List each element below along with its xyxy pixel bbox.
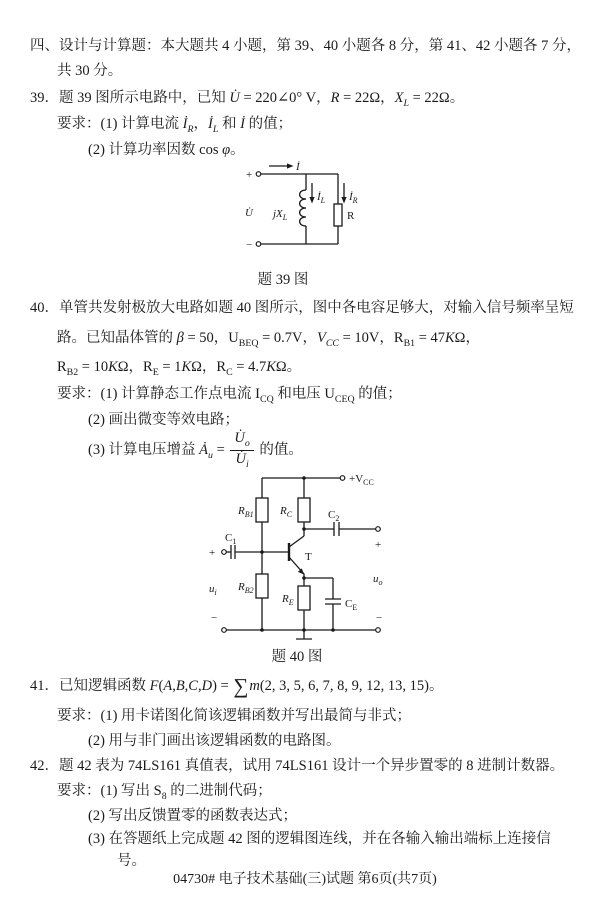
fraction-numerator: $U̇_o$ [230,431,253,451]
capacitor-CE [325,599,341,604]
transistor-label: T [305,551,312,563]
q41-req-2: (2) 用与非门画出该逻辑函数的电路图。 [88,733,341,749]
capacitor-C2 [334,522,339,536]
q40-req-2: (2) 画出微变等效电路； [88,412,240,428]
output-ground-terminal [376,628,381,633]
input-terminal [222,550,227,555]
current-ir-label: $İ_R$ [349,191,358,205]
sigma-symbol: ∑ [233,674,249,698]
plus-sign-label: + [246,169,253,181]
input-minus-label: − [211,612,218,624]
terminal-minus [256,242,261,247]
q42-req-2: (2) 写出反馈置零的函数表达式； [88,808,298,824]
resistor-RB1 [256,498,268,522]
q40-req-3-prefix: (3) 计算电压增益 $Ȧ_u$ = [88,442,229,461]
q41-stem [30,676,443,696]
re-label: $R_E$ [282,593,294,607]
q39-req-2: (2) 计算功率因数 cos φ。 [88,142,245,158]
capacitor-C1 [231,545,235,559]
q42-stem: 42．题 42 表为 74LS161 真值表，试用 74LS161 设计一个异步置零的 8 进制计数器。 [30,758,565,774]
q40-stem-line1: 40．单管共发射极放大电路如题 40 图所示，图中各电容足够大，对输入信号频率呈短 [30,300,574,316]
q42-req-3-line1: (3) 在答题纸上完成题 42 图的逻辑图连线，并在各输入输出端标上连接信 [88,831,551,847]
vcc-label: $+V_{CC}$ [349,473,374,487]
resistor-label: R [347,210,355,222]
q40-req-3-suffix: 的值。 [255,442,303,459]
inductor-label: $jX_L$ [273,208,288,222]
rb2-label: $R_{B2}$ [238,581,254,595]
current-arrow-ir [341,197,346,204]
section4-heading-line2: 共 30 分。 [57,63,123,79]
q42-req-3-line2: 号。 [117,853,146,869]
c1-label: $C_1$ [225,532,237,546]
current-arrow-il [309,197,314,204]
vcc-terminal [340,476,345,481]
rb1-label: $R_{B1}$ [238,505,254,519]
resistor-R [334,204,342,226]
current-il-label: $İ_L$ [317,191,326,205]
ui-label: $u_i$ [209,583,217,597]
q39-req-1: 要求：(1) 计算电流 $İ_R$，$İ_L$ 和 İ 的值； [57,116,293,135]
resistor-RB2 [256,574,268,598]
rc-label: $R_C$ [280,505,293,519]
current-i-label: İ [296,161,300,173]
circuit-40-diagram [204,468,399,643]
c2-label: $C_2$ [328,509,340,523]
output-plus-label: + [375,539,382,551]
voltage-source-label: U̇ [245,207,253,219]
input-ground-terminal [222,628,227,633]
output-terminal [376,527,381,532]
circuit-40-wires [222,476,381,639]
q41-stem-prefix: 41．已知逻辑函数 F(A,B,C,D) = [30,678,233,694]
terminal-plus [256,172,261,177]
minus-sign-label: − [246,239,253,251]
input-plus-label: + [209,547,216,559]
fraction-denominator: $U̇_i$ [235,451,249,471]
q42-req-1: 要求：(1) 写出 $S_8$ 的二进制代码； [57,783,272,802]
ground-symbol [296,630,312,639]
circuit-39-wires [256,163,346,246]
section4-heading-line1: 四、设计与计算题：本大题共 4 小题，第 39、40 小题各 8 分，第 41、42 小题各 7 分， [30,38,581,54]
voltage-gain-fraction [230,431,253,470]
uo-label: $u_o$ [373,573,383,587]
current-arrow-i [287,163,294,168]
q41-stem-minterms: m(2, 3, 5, 6, 7, 8, 9, 12, 13, 15)。 [249,678,444,694]
figure-39-caption: 题 39 图 [257,272,309,288]
output-minus-label: − [376,612,383,624]
resistor-RE [298,586,310,610]
q40-stem-line2: 路。已知晶体管的 β = 50，$U_{BEQ} = 0.7V$，$V_{CC} = 10V$，$R_{B1} = 47K\Omega$， [57,330,480,349]
resistor-RC [298,498,310,522]
transistor-emitter-arrow [298,568,304,574]
circuit-39-diagram [243,160,373,265]
q41-req-1: 要求：(1) 用卡诺图化简该逻辑函数并写出最简与非式； [57,708,412,724]
q40-stem-line3: $R_{B2} = 10K\Omega$，$R_E = 1K\Omega$，$R_C = 4.7K\Omega$。 [57,359,302,378]
q40-req-1: 要求：(1) 计算静态工作点电流 $I_{CQ}$ 和电压 $U_{CEQ}$ 的值； [57,386,402,405]
figure-40-caption: 题 40 图 [271,649,323,665]
q40-req-3 [88,431,303,470]
ce-label: $C_E$ [345,598,358,612]
q39-stem: 39．题 39 图所示电路中，已知 U̇ = 220∠0° V，R = 22Ω，$X_L = 22\Omega$。 [30,90,465,109]
page-footer: 04730# 电子技术基础(三)试题 第6页(共7页) [173,872,437,887]
